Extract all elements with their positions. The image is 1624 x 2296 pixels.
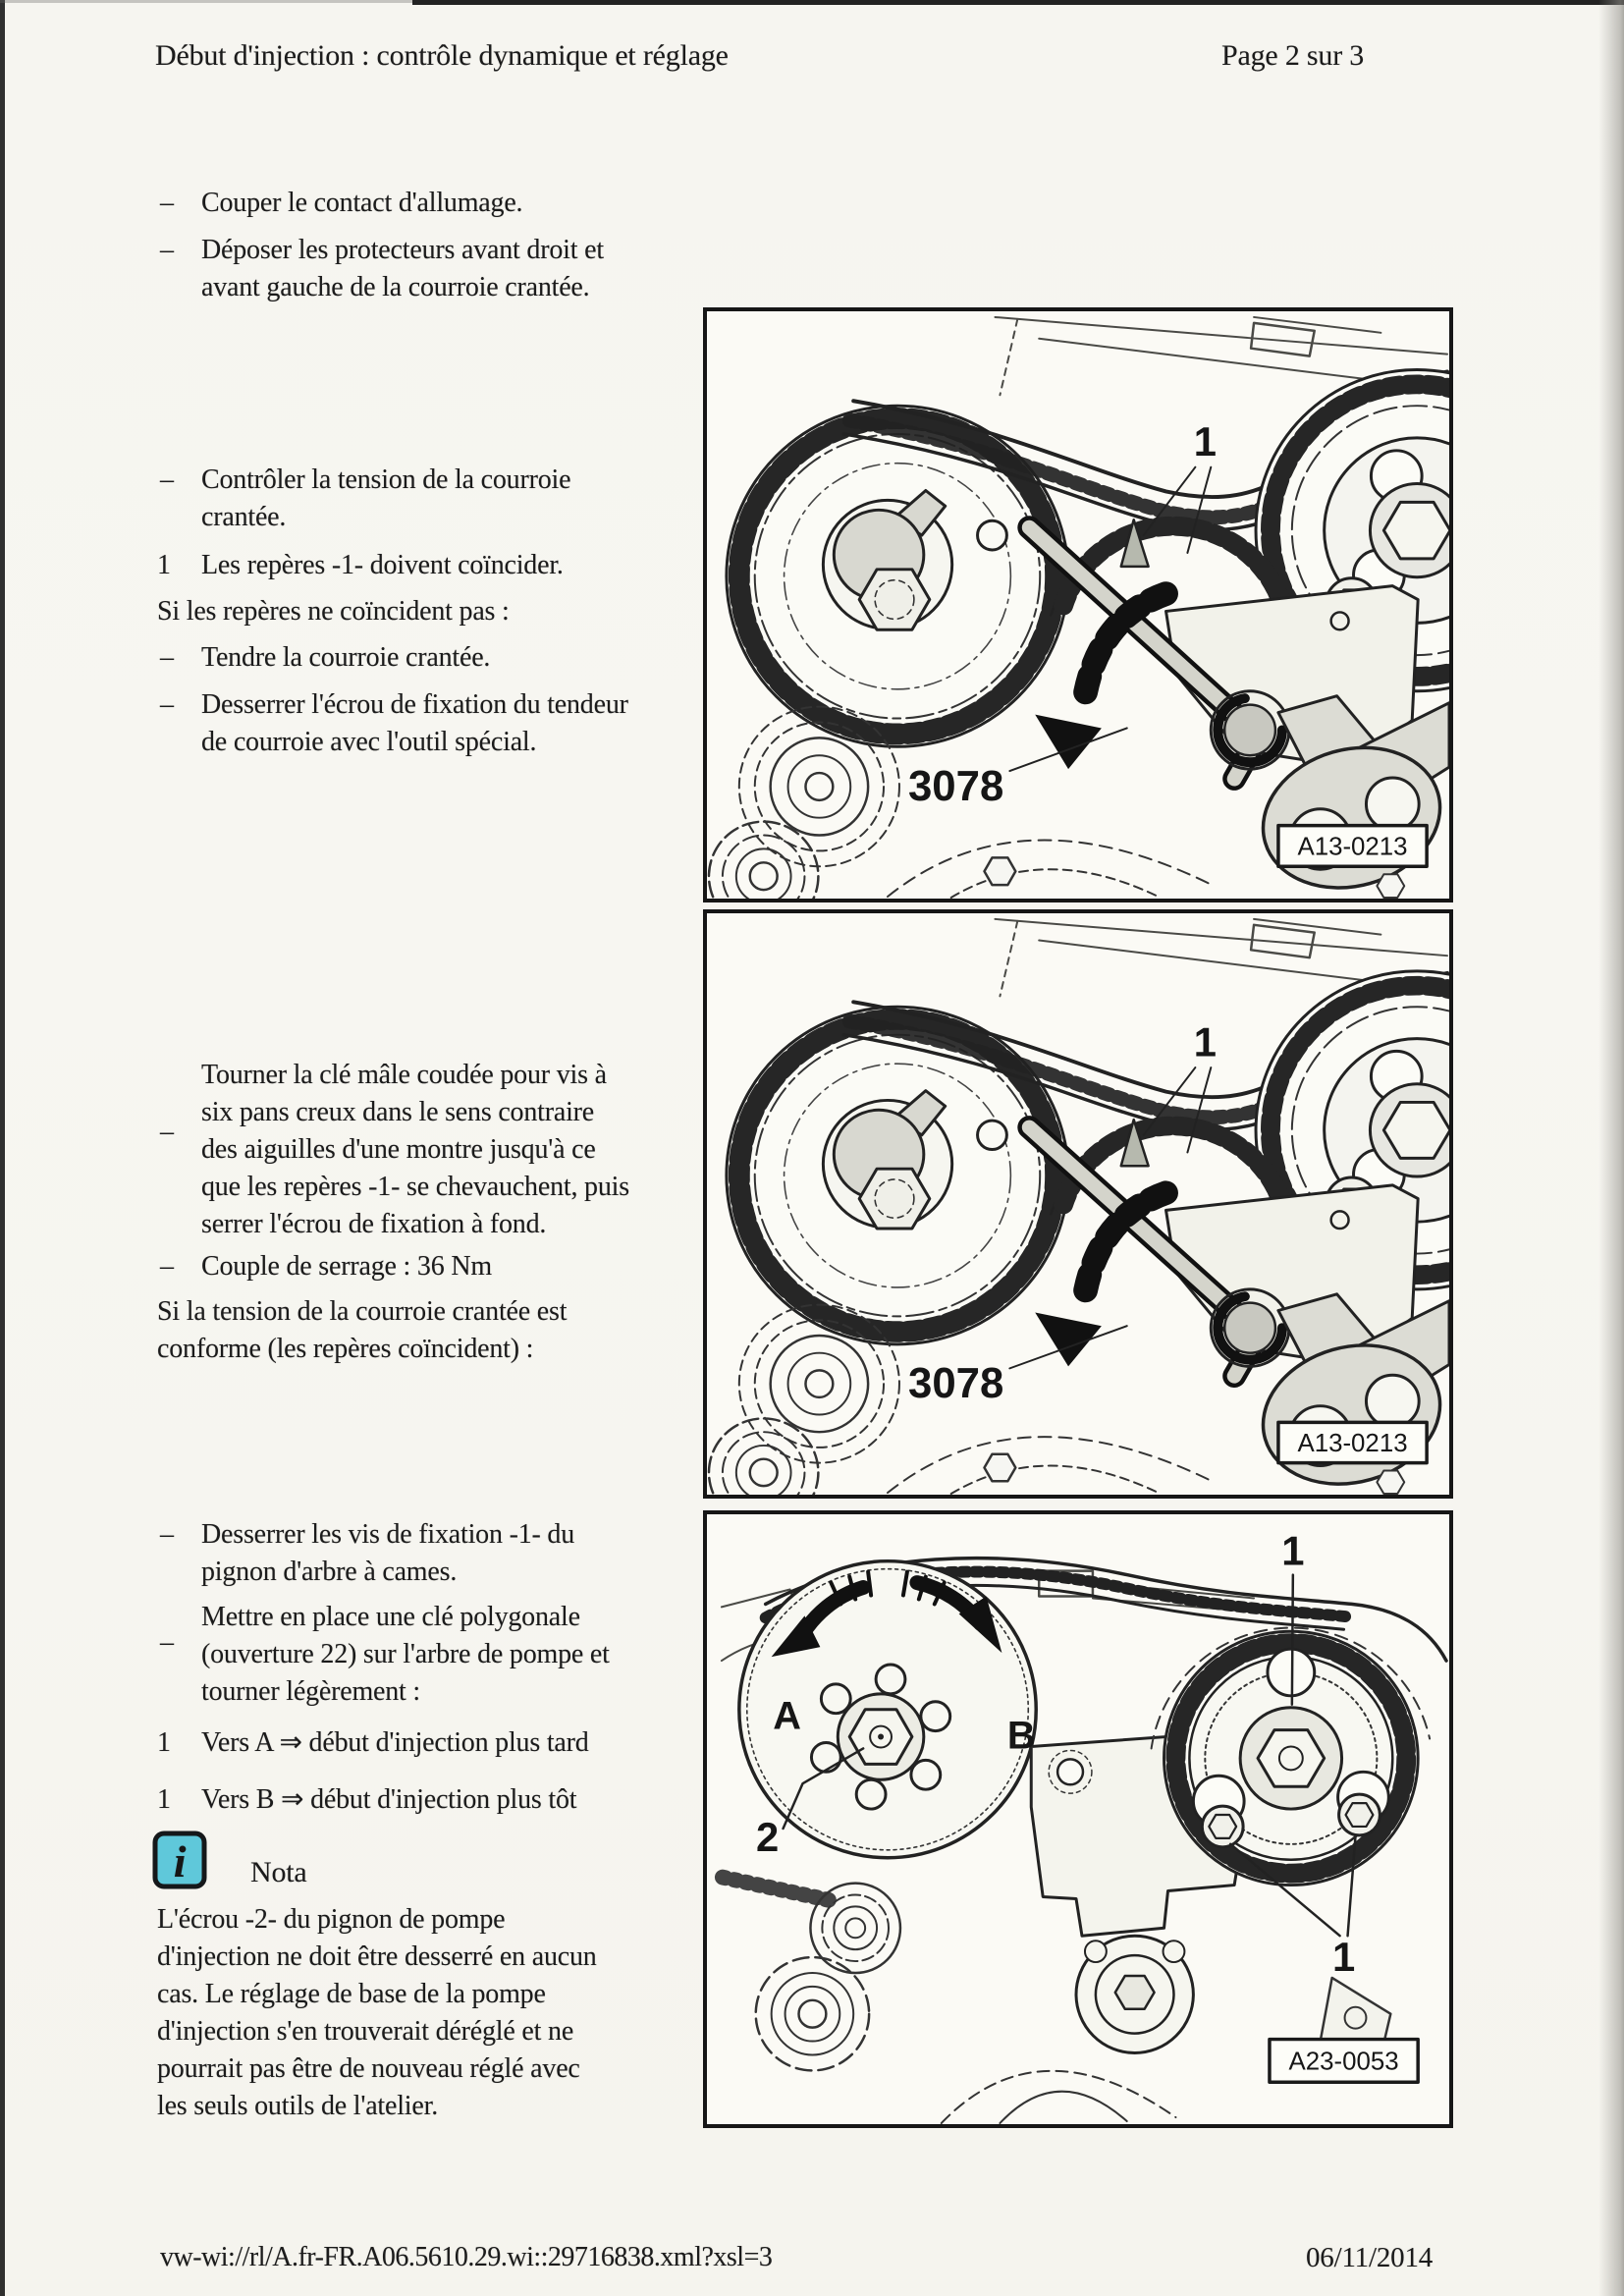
- step-line: pignon d'arbre à cames.: [201, 1557, 458, 1587]
- legend-text: Les repères -1- doivent coïncider.: [201, 550, 564, 580]
- scan-edge-artifact-top: [412, 0, 1624, 5]
- nota-line: d'injection ne doit être desserré en aucun: [157, 1941, 597, 1972]
- direction-a-label: A: [773, 1694, 801, 1738]
- instruction-step: [160, 1057, 690, 1243]
- legend-number: 1: [157, 550, 171, 580]
- legend-text: Vers B ⇒ début d'injection plus tôt: [201, 1784, 577, 1815]
- step-line: Tourner la clé mâle coudée pour vis à: [201, 1060, 607, 1090]
- instruction-step: [160, 185, 671, 222]
- step-line: Couple de serrage : 36 Nm: [201, 1251, 492, 1282]
- scan-edge-artifact-top-light: [0, 0, 412, 3]
- figure-ref-label: A23-0053: [1288, 2048, 1399, 2076]
- step-line: six pans creux dans le sens contraire: [201, 1097, 595, 1127]
- step-line: Mettre en place une clé polygonale: [201, 1602, 580, 1632]
- nota-line: d'injection s'en trouverait déréglé et ne: [157, 2016, 574, 2047]
- dash-bullet: –: [160, 1519, 174, 1550]
- figure-ref-box: [1270, 2040, 1418, 2083]
- legend-line: [157, 1781, 687, 1819]
- instruction-step: [160, 686, 690, 761]
- instruction-step: [160, 462, 671, 536]
- page-title: Début d'injection : contrôle dynamique et réglage: [155, 39, 729, 72]
- instruction-step: [160, 1516, 671, 1591]
- svg-text:i: i: [173, 1836, 187, 1886]
- info-icon: [152, 1831, 207, 1889]
- instruction-step: [160, 1599, 671, 1711]
- step-line: Desserrer l'écrou de fixation du tendeur: [201, 689, 628, 720]
- document-reference: vw-wi://rl/A.fr-FR.A06.5610.29.wi::29716838.xml?xsl=3: [160, 2242, 773, 2272]
- figure-timing-belt-adjustment: [703, 909, 1453, 1499]
- step-line: que les repères -1- se chevauchent, puis: [201, 1172, 629, 1202]
- instruction-step: [160, 1248, 671, 1285]
- nota-line: les seuls outils de l'atelier.: [157, 2091, 438, 2121]
- step-line: de courroie avec l'outil spécial.: [201, 727, 537, 757]
- dash-bullet: –: [160, 465, 174, 495]
- step-line: Déposer les protecteurs avant droit et: [201, 235, 604, 265]
- scan-edge-artifact-left: [0, 0, 5, 2296]
- instruction-step: [160, 639, 671, 677]
- callout-1-bottom-label: 1: [1331, 1934, 1356, 1980]
- step-line: des aiguilles d'une montre jusqu'à ce: [201, 1134, 596, 1165]
- page-number: Page 2 sur 3: [1221, 39, 1365, 72]
- nota-heading: [152, 1831, 307, 1889]
- instruction-step: [160, 232, 671, 306]
- dash-bullet: –: [160, 235, 174, 265]
- legend-text: Vers A ⇒ début d'injection plus tard: [201, 1727, 589, 1758]
- callout-1-label: 1: [1193, 417, 1217, 465]
- step-line: Desserrer les vis de fixation -1- du: [201, 1519, 575, 1550]
- callout-1-top-label: 1: [1281, 1527, 1305, 1574]
- figure-timing-belt-tension-check: [703, 307, 1453, 902]
- nota-line: cas. Le réglage de base de la pompe: [157, 1979, 546, 2009]
- figure-ref-label: A13-0213: [1297, 833, 1408, 861]
- nota-body: [157, 1901, 668, 2125]
- dash-bullet: –: [160, 188, 174, 218]
- scan-edge-shadow-right: [1598, 0, 1624, 2296]
- step-line: tourner légèrement :: [201, 1676, 421, 1707]
- step-line: Contrôler la tension de la courroie: [201, 465, 571, 495]
- condition-line: Si les repères ne coïncident pas :: [157, 596, 510, 627]
- step-line: Tendre la courroie crantée.: [201, 642, 491, 673]
- step-line: (ouverture 22) sur l'arbre de pompe et: [201, 1639, 610, 1669]
- dash-bullet: –: [160, 1117, 174, 1147]
- nota-line: L'écrou -2- du pignon de pompe: [157, 1904, 506, 1935]
- step-line: avant gauche de la courroie crantée.: [201, 272, 590, 302]
- dash-bullet: –: [160, 1251, 174, 1282]
- condition-text: Si la tension de la courroie crantée est: [157, 1296, 568, 1327]
- document-date: 06/11/2014: [1306, 2242, 1434, 2273]
- legend-number: 1: [157, 1727, 171, 1758]
- dash-bullet: –: [160, 642, 174, 673]
- callout-2-label: 2: [756, 1813, 780, 1860]
- figure-pump-sprocket-adjust: [703, 1510, 1453, 2128]
- step-line: crantée.: [201, 502, 287, 532]
- direction-b-label: B: [1006, 1714, 1036, 1758]
- condition-text: conforme (les repères coïncident) :: [157, 1334, 534, 1364]
- nota-title: Nota: [250, 1856, 307, 1888]
- dash-bullet: –: [160, 689, 174, 720]
- legend-line: [157, 1724, 687, 1762]
- step-line: serrer l'écrou de fixation à fond.: [201, 1209, 547, 1239]
- condition-line: [157, 1293, 668, 1368]
- step-line: Couper le contact d'allumage.: [201, 188, 523, 218]
- figure-ref-box: [1278, 826, 1427, 867]
- legend-line: [157, 547, 668, 584]
- nota-line: pourrait pas être de nouveau réglé avec: [157, 2053, 580, 2084]
- legend-number: 1: [157, 1784, 171, 1815]
- dash-bullet: –: [160, 1627, 174, 1658]
- tool-number-label: 3078: [907, 761, 1004, 810]
